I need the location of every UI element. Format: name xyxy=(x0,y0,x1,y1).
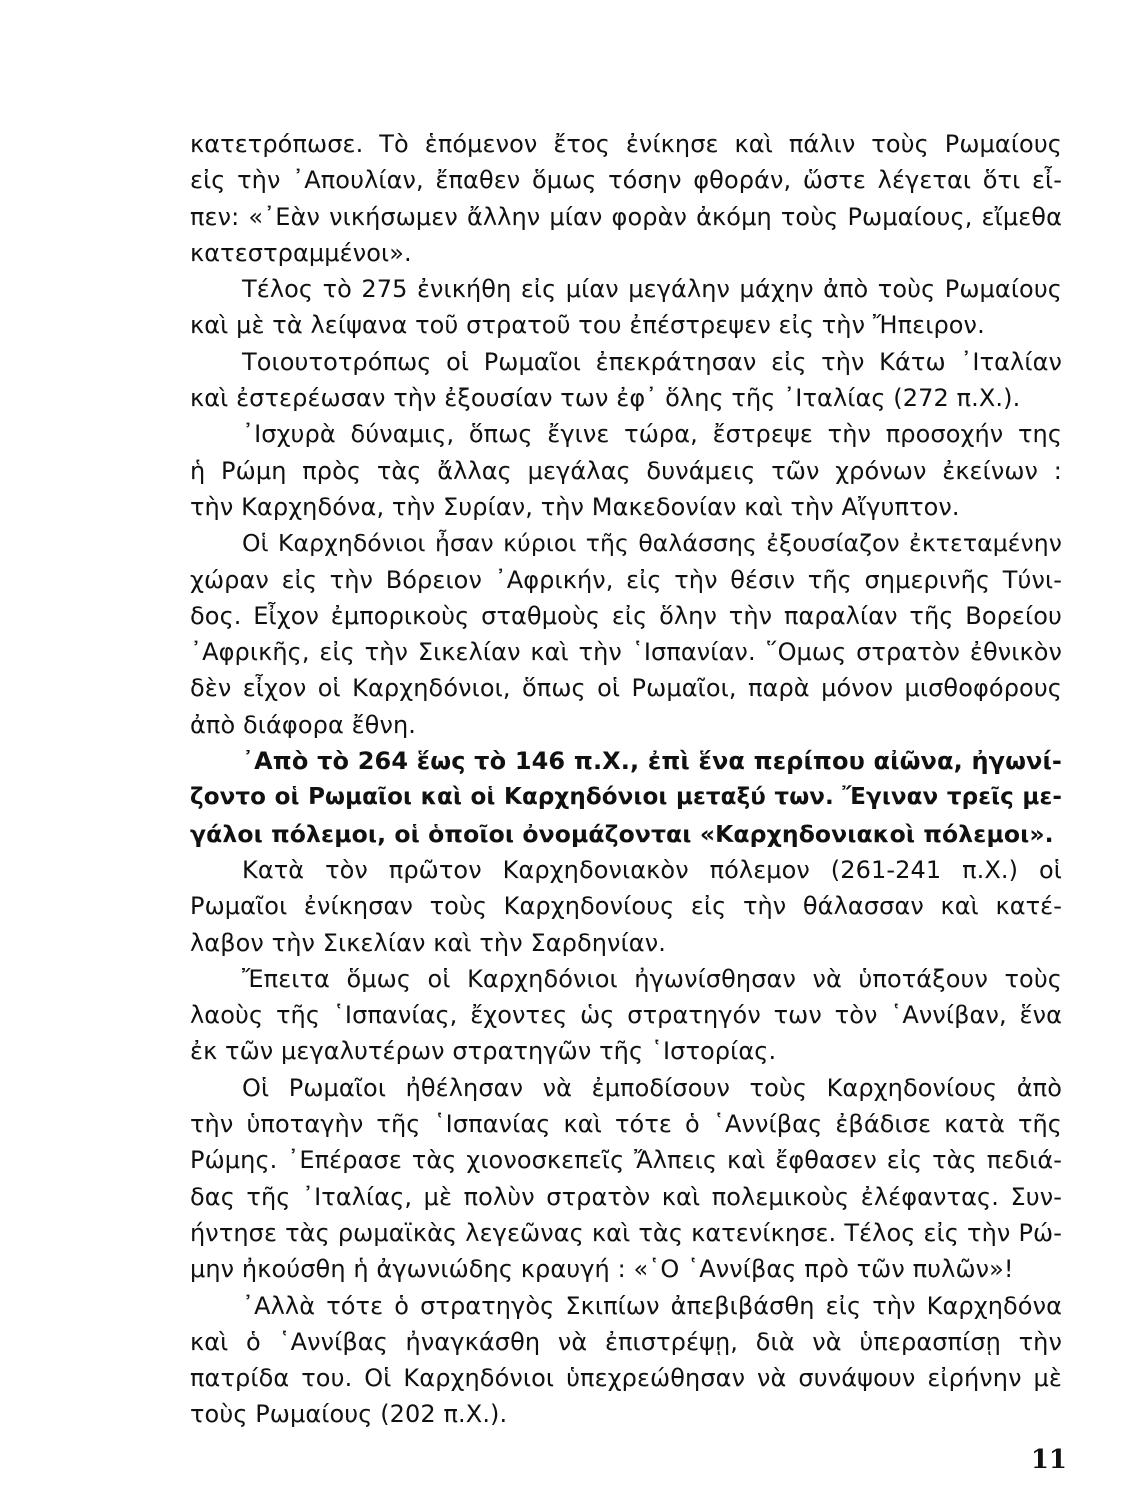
text-line: τὴν ὑποταγὴν τῆς ῾Ισπανίας καὶ τότε ὁ ῾Αννίβας ἐβάδισε κατὰ τῆς xyxy=(190,1110,1062,1139)
body-text xyxy=(190,126,1062,1433)
text-line: δας τῆς ᾿Ιταλίας, μὲ πολὺν στρατὸν καὶ πολεμικοὺς ἐλέφαντας. Συν- xyxy=(190,1182,1062,1211)
text-line: ήντησε τὰς ρωμαϊκὰς λεγεῶνας καὶ τὰς κατενίκησε. Τέλος εἰς τὴν Ρώ- xyxy=(190,1218,1062,1247)
text-line: καὶ ὁ ῾Αννίβας ἠναγκάσθη νὰ ἐπιστρέψῃ, διὰ νὰ ὑπερασπίσῃ τὴν xyxy=(190,1327,1062,1356)
text-line: εἰς τὴν ᾿Απουλίαν, ἔπαθεν ὅμως τόσην φθοράν, ὥστε λέγεται ὅτι εἶ- xyxy=(190,166,1062,195)
text-line: ἀπὸ διάφορα ἔθνη. xyxy=(190,710,417,739)
text-line: χώραν εἰς τὴν Βόρειον ᾿Αφρικήν, εἰς τὴν θέσιν τῆς σημερινῆς Τύνι- xyxy=(190,565,1062,594)
text-line: Ρωμαῖοι ἐνίκησαν τοὺς Καρχηδονίους εἰς τὴν θάλασσαν καὶ κατέ- xyxy=(190,892,1062,921)
text-line: δος. Εἶχον ἐμπορικοὺς σταθμοὺς εἰς ὅλην τὴν παραλίαν τῆς Βορείου xyxy=(190,601,1062,630)
text-line: ἐκ τῶν μεγαλυτέρων στρατηγῶν τῆς ῾Ιστορίας. xyxy=(190,1037,777,1066)
text-line: Κατὰ τὸν πρῶτον Καρχηδονιακὸν πόλεμον (261-241 π.Χ.) οἱ xyxy=(242,855,1062,884)
text-line: καὶ μὲ τὰ λείψανα τοῦ στρατοῦ του ἐπέστρεψεν εἰς τὴν Ἤπειρον. xyxy=(190,311,985,340)
page-number: 11 xyxy=(1030,1445,1067,1475)
text-line: ἡ Ρώμη πρὸς τὰς ἄλλας μεγάλας δυνάμεις τῶν χρόνων ἐκείνων : xyxy=(190,456,1062,485)
text-line: λαοὺς τῆς ῾Ισπανίας, ἔχοντες ὡς στρατηγόν των τὸν ῾Αννίβαν, ἕνα xyxy=(190,1001,1062,1030)
text-line: πεν: «᾿Εὰν νικήσωμεν ἄλλην μίαν φορὰν ἀκόμη τοὺς Ρωμαίους, εἴμεθα xyxy=(190,202,1062,231)
text-line: καὶ ἐστερέωσαν τὴν ἐξουσίαν των ἐφ᾿ ὅλης τῆς ᾿Ιταλίας (272 π.Χ.). xyxy=(190,384,1021,413)
text-line: τὴν Καρχηδόνα, τὴν Συρίαν, τὴν Μακεδονίαν καὶ τὴν Αἴγυπτον. xyxy=(190,492,960,521)
text-line: λαβον τὴν Σικελίαν καὶ τὴν Σαρδηνίαν. xyxy=(190,928,666,957)
text-line: ᾿Αφρικῆς, εἰς τὴν Σικελίαν καὶ τὴν ῾Ισπανίαν. ῞Ομως στρατὸν ἐθνικὸν xyxy=(190,638,1062,667)
text-line: Τοιουτοτρόπως οἱ Ρωμαῖοι ἐπεκράτησαν εἰς τὴν Κάτω ᾿Ιταλίαν xyxy=(242,347,1062,376)
text-line: πατρίδα του. Οἱ Καρχηδόνιοι ὑπεχρεώθησαν νὰ συνάψουν εἰρήνην μὲ xyxy=(190,1364,1062,1393)
text-line: ζοντο οἱ Ρωμαῖοι καὶ οἱ Καρχηδόνιοι μεταξύ των. Ἔγιναν τρεῖς με- xyxy=(190,784,1062,811)
text-line: κατετρόπωσε. Τὸ ἑπόμενον ἔτος ἐνίκησε καὶ πάλιν τοὺς Ρωμαίους xyxy=(190,130,1062,158)
text-line: γάλοι πόλεμοι, οἱ ὁποῖοι ὀνομάζονται «Καρχηδονιακοὶ πόλεμοι». xyxy=(190,819,1054,848)
text-line: Οἱ Καρχηδόνιοι ἦσαν κύριοι τῆς θαλάσσης ἐξουσίαζον ἐκτεταμένην xyxy=(242,529,1062,558)
text-line: τοὺς Ρωμαίους (202 π.Χ.). xyxy=(190,1400,508,1429)
text-line: Ρώμης. ᾿Επέρασε τὰς χιονοσκεπεῖς Ἄλπεις καὶ ἔφθασεν εἰς τὰς πεδιά- xyxy=(190,1146,1062,1175)
text-line: ᾿Αλλὰ τότε ὁ στρατηγὸς Σκιπίων ἀπεβιβάσθη εἰς τὴν Καρχηδόνα xyxy=(242,1291,1062,1320)
text-line: ᾿Ισχυρὰ δύναμις, ὅπως ἔγινε τώρα, ἔστρεψε τὴν προσοχήν της xyxy=(242,420,1062,449)
text-line: Τέλος τὸ 275 ἐνικήθη εἰς μίαν μεγάλην μάχην ἀπὸ τοὺς Ρωμαίους xyxy=(242,275,1062,304)
text-line: μην ἠκούσθη ἡ ἀγωνιώδης κραυγή : «῾Ο ῾Αννίβας πρὸ τῶν πυλῶν»! xyxy=(190,1255,1014,1284)
text-line: ᾿Απὸ τὸ 264 ἕως τὸ 146 π.Χ., ἐπὶ ἕνα περίπου αἰῶνα, ἠγωνί- xyxy=(242,747,1062,776)
text-line: Ἔπειτα ὅμως οἱ Καρχηδόνιοι ἠγωνίσθησαν νὰ ὑποτάξουν τοὺς xyxy=(242,964,1062,993)
text-line: κατεστραμμένοι». xyxy=(190,238,412,267)
text-line: Οἱ Ρωμαῖοι ἠθέλησαν νὰ ἐμποδίσουν τοὺς Καρχηδονίους ἀπὸ xyxy=(242,1073,1062,1102)
text-line: δὲν εἶχον οἱ Καρχηδόνιοι, ὅπως οἱ Ρωμαῖοι, παρὰ μόνον μισθοφόρους xyxy=(190,674,1062,703)
